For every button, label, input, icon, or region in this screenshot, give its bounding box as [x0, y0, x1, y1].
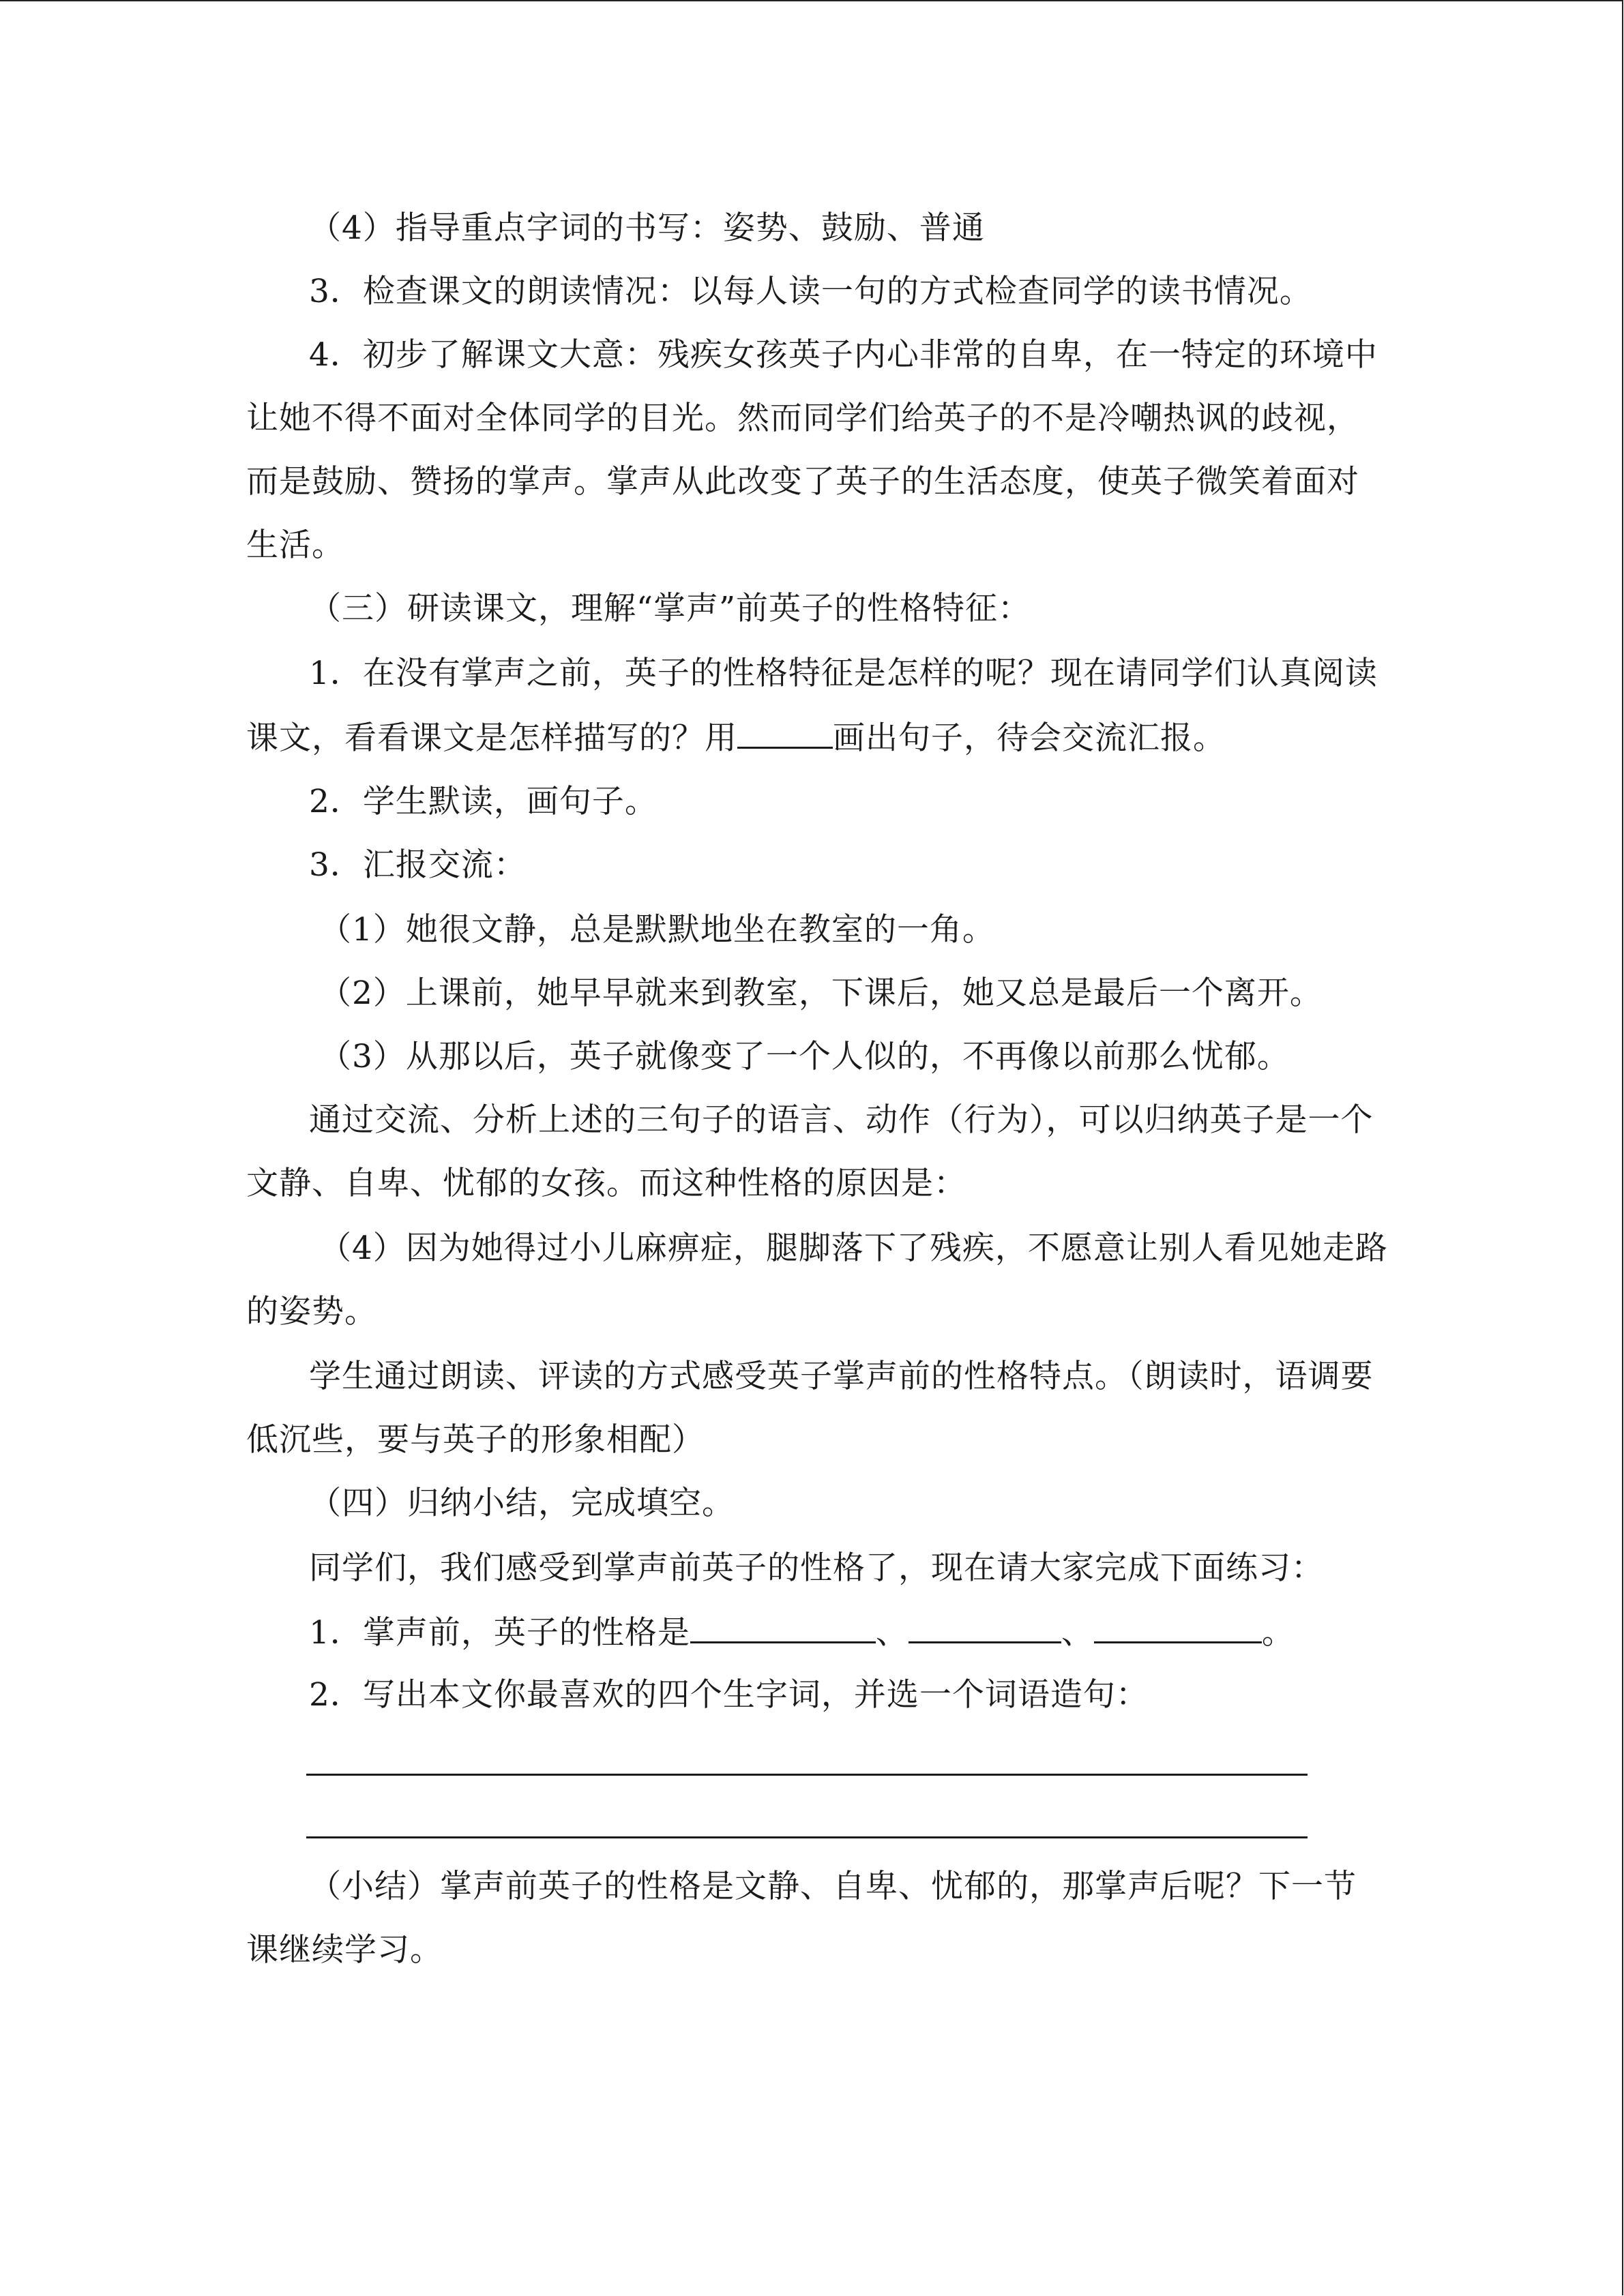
text-segment: 、	[1061, 1614, 1094, 1652]
text-line: （3）从那以后，英子就像变了一个人似的，不再像以前那么忧郁。	[319, 1038, 1290, 1075]
text-segment: 。	[1261, 1614, 1295, 1652]
text-line: 同学们，我们感受到掌声前英子的性格了，现在请大家完成下面练习：	[309, 1549, 1324, 1587]
text-line: 3．汇报交流：	[309, 846, 527, 884]
section-heading: （三）研读课文，理解“掌声”前英子的性格特征：	[309, 590, 1031, 627]
text-segment: 1．掌声前，英子的性格是	[309, 1614, 690, 1652]
section-heading: （四）归纳小结，完成填空。	[309, 1485, 735, 1522]
text-line: 的姿势。	[246, 1293, 377, 1330]
answer-blank-1[interactable]	[690, 1611, 876, 1643]
text-line: 文静、自卑、忧郁的女孩。而这种性格的原因是：	[246, 1165, 966, 1202]
text-line: （2）上课前，她早早就来到教室，下课后，她又总是最后一个离开。	[319, 974, 1323, 1012]
answer-blank-3[interactable]	[1094, 1611, 1262, 1643]
text-line: （4）指导重点字词的书写：姿势、鼓励、普通	[309, 209, 985, 247]
underline-blank	[737, 717, 833, 749]
text-line: （1）她很文静，总是默默地坐在教室的一角。	[319, 911, 995, 949]
summary-line: （小结）掌声前英子的性格是文静、自卑、忧郁的，那掌声后呢？下一节	[309, 1868, 1357, 1905]
text-line: 而是鼓励、赞扬的掌声。掌声从此改变了英子的生活态度，使英子微笑着面对	[246, 463, 1359, 501]
answer-blank-2[interactable]	[909, 1611, 1061, 1643]
text-segment: 课文，看看课文是怎样描写的？用	[246, 719, 737, 757]
text-line: 2．写出本文你最喜欢的四个生字词，并选一个词语造句：	[309, 1676, 1149, 1714]
text-segment: 、	[875, 1614, 909, 1652]
writing-line-1[interactable]	[306, 1774, 1308, 1776]
text-line: 4．初步了解课文大意：残疾女孩英子内心非常的自卑，在一特定的环境中	[309, 336, 1378, 374]
writing-line-2[interactable]	[306, 1836, 1308, 1838]
text-line: 低沉些，要与英子的形象相配）	[246, 1421, 705, 1459]
text-line: 生活。	[246, 526, 344, 564]
text-line: 学生通过朗读、评读的方式感受英子掌声前的性格特点。（朗读时，语调要	[309, 1358, 1374, 1395]
text-line: 通过交流、分析上述的三句子的语言、动作（行为），可以归纳英子是一个	[309, 1101, 1374, 1139]
summary-line: 课继续学习。	[246, 1931, 443, 1969]
text-line: 3．检查课文的朗读情况：以每人读一句的方式检查同学的读书情况。	[309, 273, 1312, 310]
text-line: （4）因为她得过小儿麻痹症，腿脚落下了残疾，不愿意让别人看见她走路	[319, 1229, 1388, 1267]
text-line: 2．学生默读，画句子。	[309, 783, 658, 820]
text-line: 1．在没有掌声之前，英子的性格特征是怎样的呢？现在请同学们认真阅读	[309, 655, 1378, 692]
fill-in-blank-line	[309, 1611, 1295, 1654]
text-line: 让她不得不面对全体同学的目光。然而同学们给英子的不是冷嘲热讽的歧视，	[246, 400, 1359, 437]
text-segment: 画出句子，待会交流汇报。	[833, 719, 1226, 757]
text-line-with-blank	[246, 717, 1226, 759]
